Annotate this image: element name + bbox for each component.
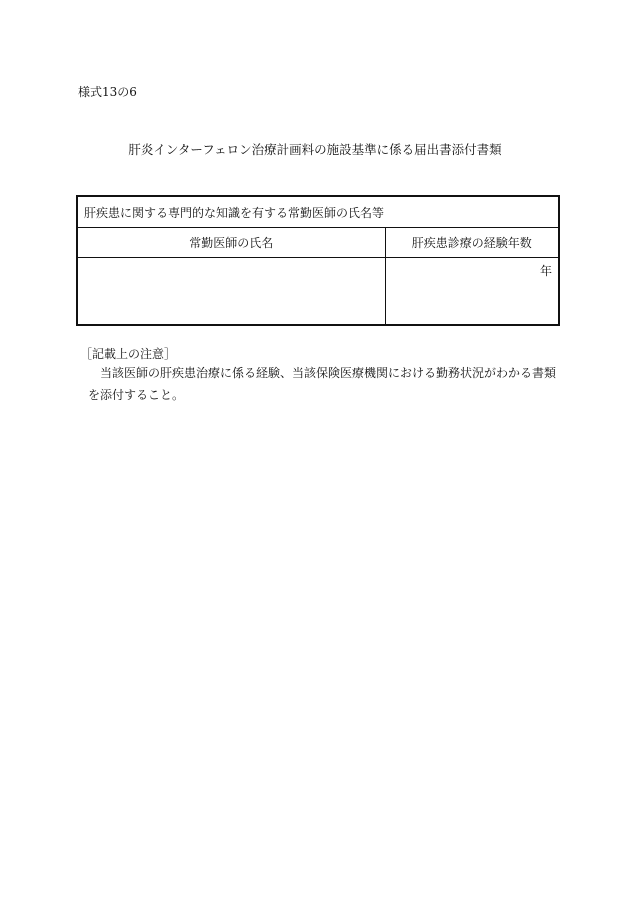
document-title: 肝炎インターフェロン治療計画料の施設基準に係る届出書添付書類 <box>128 142 502 157</box>
physician-table <box>76 195 560 326</box>
physician-name-cell[interactable] <box>77 258 385 326</box>
experience-years-cell[interactable] <box>385 258 559 326</box>
table-row <box>77 258 559 326</box>
experience-years-header: 肝疾患診療の経験年数 <box>385 228 559 258</box>
table-section-header: 肝疾患に関する専門的な知識を有する常勤医師の氏名等 <box>77 196 559 228</box>
table-section-header-row <box>77 196 559 228</box>
table-column-header-row <box>77 228 559 258</box>
form-number: 様式13の6 <box>78 85 137 99</box>
years-unit-label: 年 <box>540 264 553 278</box>
notes-body: 当該医師の肝疾患治療に係る経験、当該保険医療機関における勤務状況がわかる書類を添付すること。 <box>88 366 557 402</box>
notes-heading: ［記載上の注意］ <box>80 347 177 361</box>
physician-name-header: 常勤医師の氏名 <box>77 228 385 258</box>
